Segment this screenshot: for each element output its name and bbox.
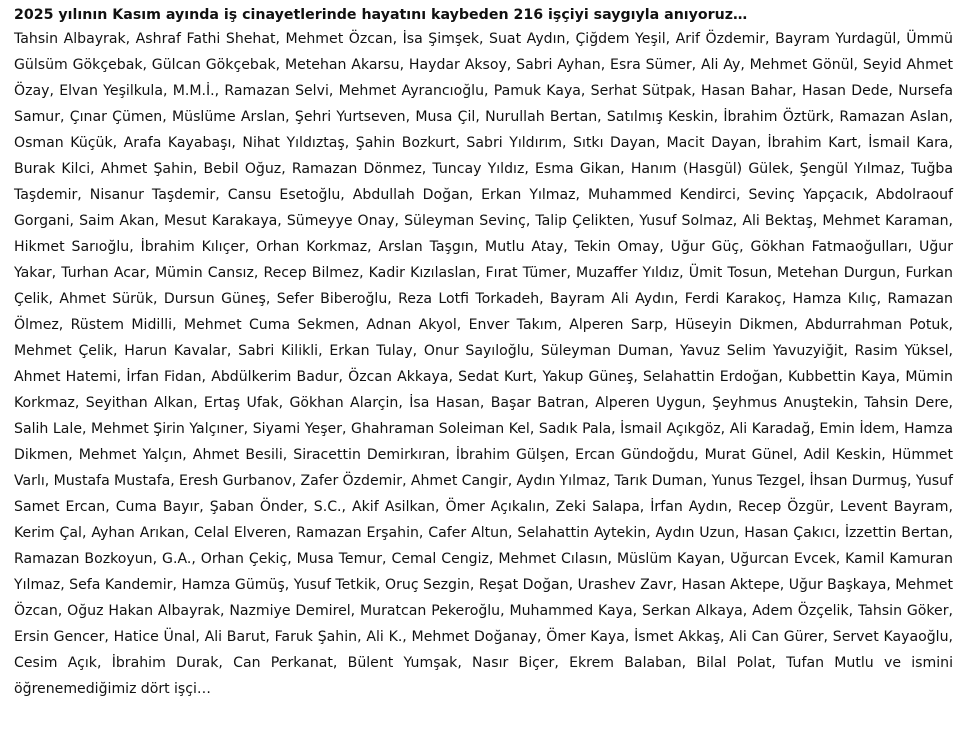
memorial-heading: 2025 yılının Kasım ayında iş cinayetlerinde hayatını kaybeden 216 işçiyi saygıyla anıyoruz… <box>14 7 748 23</box>
worker-names-paragraph: Tahsin Albayrak, Ashraf Fathi Shehat, Mehmet Özcan, İsa Şimşek, Suat Aydın, Çiğdem Yeşil, Arif Özdemir, Bayram Yurdagül, Ümmü Gülsüm Gökçebak, Gülcan Gökçebak, Metehan Akarsu, Haydar Aksoy, Sabri Ayhan, Esra Sümer, Ali Ay, Mehmet Gönül, Seyid Ahmet Özay, Elvan Yeşilkula, M.M.İ., Ramazan Selvi, Mehmet Ayrancıoğlu, Pamuk Kaya, Serhat Sütpak, Hasan Bahar, Hasan Dede, Nursefa Samur, Çınar Çümen, Müslüme Arslan, Şehri Yurtseven, Musa Çil, Nurullah Bertan, Satılmış Keskin, İbrahim Öztürk, Ramazan Aslan, Osman Küçük, Arafa Kayabaşı, Nihat Yıldıztaş, Şahin Bozkurt, Sabri Yıldırım, Sıtkı Dayan, Macit Dayan, İbrahim Kart, İsmail Kara, Burak Kilci, Ahmet Şahin, Bebil Oğuz, Ramazan Dönmez, Tuncay Yıldız, Esma Gikan, Hanım (Hasgül) Gülek, Şengül Yılmaz, Tuğba Taşdemir, Nisanur Taşdemir, Cansu Esetoğlu, Abdullah Doğan, Erkan Yılmaz, Muhammed Kendirci, Sevinç Yapçacık, Abdolraouf Gorgani, Saim Akan, Mesut Karakaya, Sümeyye Onay, Süleyman Sevinç, Talip Çelikten, Yusuf Solmaz, Ali Bektaş, Mehmet Karaman, Hikmet Sarıoğlu, İbrahim Kılıçer, Orhan Korkmaz, Arslan Taşgın, Mutlu Atay, Tekin Omay, Uğur Güç, Gökhan Fatmaoğulları, Uğur Yakar, Turhan Acar, Mümin Cansız, Recep Bilmez, Kadir Kızılaslan, Fırat Tümer, Muzaffer Yıldız, Ümit Tosun, Metehan Durgun, Furkan Çelik, Ahmet Sürük, Dursun Güneş, Sefer Biberoğlu, Reza Lotfi Torkadeh, Bayram Ali Aydın, Ferdi Karakoç, Hamza Kılıç, Ramazan Ölmez, Rüstem Midilli, Mehmet Cuma Sekmen, Adnan Akyol, Enver Takım, Alperen Sarp, Hüseyin Dikmen, Abdurrahman Potuk, Mehmet Çelik, Harun Kavalar, Sabri Kilikli, Erkan Tulay, Onur Sayıloğlu, Süleyman Duman, Yavuz Selim Yavuzyiğit, Rasim Yüksel, Ahmet Hatemi, İrfan Fidan, Abdülkerim Badur, Özcan Akkaya, Sedat Kurt, Yakup Güneş, Selahattin Erdoğan, Kubbettin Kaya, Mümin Korkmaz, Seyithan Alkan, Ertaş Ufak, Gökhan Alarçin, İsa Hasan, Başar Batran, Alperen Uygun, Şeyhmus Anuştekin, Tahsin Dere, Salih Lale, Mehmet Şirin Yalçıner, Siyami Yeşer, Ghahraman Soleiman Kel, Sadık Pala, İsmail Açıkgöz, Ali Karadağ, Emin İdem, Hamza Dikmen, Mehmet Yalçın, Ahmet Besili, Siracettin Demirkıran, İbrahim Gülşen, Ercan Gündoğdu, Murat Günel, Adil Keskin, Hümmet Varlı, Mustafa Mustafa, Eresh Gurbanov, Zafer Özdemir, Ahmet Cangir, Aydın Yılmaz, Tarık Duman, Yunus Tezgel, İhsan Durmuş, Yusuf Samet Ercan, Cuma Bayır, Şaban Önder, S.C., Akif Asilkan, Ömer Açıkalın, Zeki Salapa, İrfan Aydın, Recep Özgür, Levent Bayram, Kerim Çal, Ayhan Arıkan, Celal Elveren, Ramazan Erşahin, Cafer Altun, Selahattin Aytekin, Aydın Uzun, Hasan Çakıcı, İzzettin Bertan, Ramazan Bozkoyun, G.A., Orhan Çekiç, Musa Temur, Cemal Cengiz, Mehmet Cılasın, Müslüm Kayan, Uğurcan Evcek, Kamil Kamuran Yılmaz, Sefa Kandemir, Hamza Gümüş, Yusuf Tetkik, Oruç Sezgin, Reşat Doğan, Urashev Zavr, Hasan Aktepe, Uğur Başkaya, Mehmet Özcan, Oğuz Hakan Albayrak, Nazmiye Demirel, Muratcan Pekeroğlu, Muhammed Kaya, Serkan Alkaya, Adem Özçelik, Tahsin Göker, Ersin Gencer, Hatice Ünal, Ali Barut, Faruk Şahin, Ali K., Mehmet Doğanay, Ömer Kaya, İsmet Akkaş, Ali Can Gürer, Servet Kayaoğlu, Cesim Açık, İbrahim Durak, Can Perkanat, Bülent Yumşak, Nasır Biçer, Ekrem Balaban, Bilal Polat, Tufan Mutlu ve ismini öğrenemediğimiz dört işçi… <box>14 31 953 697</box>
